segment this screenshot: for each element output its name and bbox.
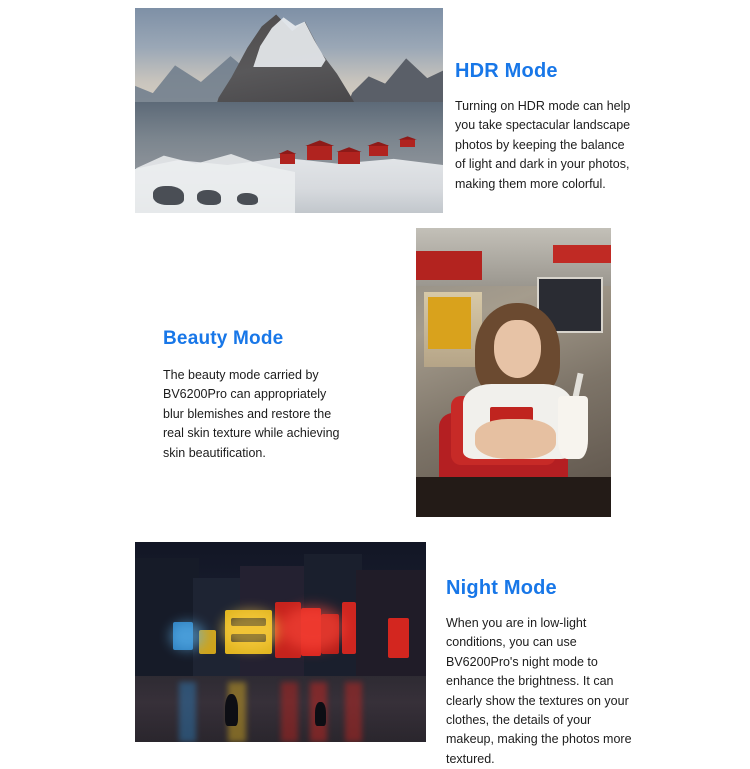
night-mode-text-block xyxy=(446,577,636,769)
beauty-mode-text-block xyxy=(163,328,348,463)
hdr-mode-text-block xyxy=(455,60,635,194)
hdr-mode-photo xyxy=(135,8,443,213)
hdr-mode-body: Turning on HDR mode can help you take spectacular landscape photos by keeping the balance of light and dark in your photos, making them more colorful. xyxy=(455,99,631,191)
beauty-mode-photo xyxy=(416,228,611,517)
beauty-mode-heading: Beauty Mode xyxy=(163,328,284,349)
hdr-mode-heading: HDR Mode xyxy=(455,60,558,82)
night-mode-heading: Night Mode xyxy=(446,577,557,599)
beauty-mode-body: The beauty mode carried by BV6200Pro can appropriately blur blemishes and restore the real skin texture while achieving skin beautification. xyxy=(163,368,340,460)
night-mode-photo xyxy=(135,542,426,742)
night-mode-body: When you are in low-light conditions, you can use BV6200Pro's night mode to enhance the brightness. It can clearly show the textures on your clothes, the details of your makeup, making the photos more textured. xyxy=(446,616,632,766)
